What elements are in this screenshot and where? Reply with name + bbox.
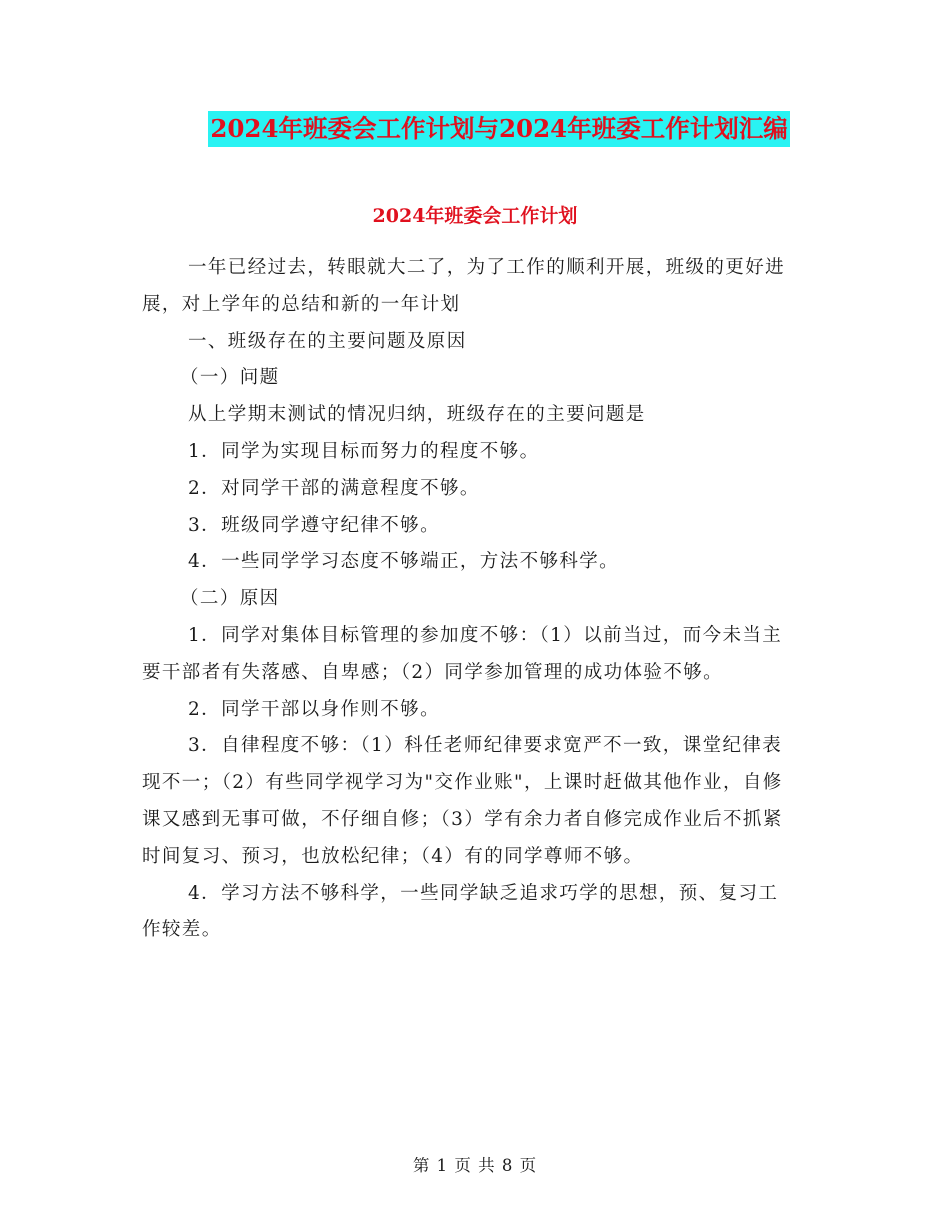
document-body <box>142 250 798 949</box>
problem-item-3: 3．班级同学遵守纪律不够。 <box>188 514 440 536</box>
cause-item-1: 1．同学对集体目标管理的参加度不够：（1）以前当过，而今未当主要干部者有失落感、自卑感；（2）同学参加管理的成功体验不够。 <box>142 624 783 683</box>
problem-item-2: 2．对同学干部的满意程度不够。 <box>188 477 480 499</box>
heading-section-one: 一、班级存在的主要问题及原因 <box>188 330 467 352</box>
problem-item-1: 1．同学为实现目标而努力的程度不够。 <box>188 440 540 462</box>
section-title: 2024年班委会工作计划 <box>372 205 578 227</box>
cause-item-4: 4．学习方法不够科学，一些同学缺乏追求巧学的思想，预、复习工作较差。 <box>142 882 779 941</box>
problem-item-4: 4．一些同学学习态度不够端正，方法不够科学。 <box>188 551 620 573</box>
paragraph-intro: 一年已经过去，转眼就大二了，为了工作的顺利开展，班级的更好进展，对上学年的总结和新的一年计划 <box>142 257 786 315</box>
page-number-footer: 第 1 页 共 8 页 <box>412 1156 538 1175</box>
cause-item-2: 2．同学干部以身作则不够。 <box>188 698 440 720</box>
heading-problems: （一）问题 <box>180 367 280 389</box>
cause-item-3: 3．自律程度不够：（1）科任老师纪律要求宽严不一致，课堂纪律表现不一；（2）有些同学视学习为"交作业账"，上课时赶做其他作业，自修课又感到无事可做，不仔细自修；（3）学有余力者自修完成作业后不抓紧时间复习、预习，也放松纪律；（4）有的同学尊师不够。 <box>142 735 783 867</box>
heading-causes: （二）原因 <box>180 588 280 610</box>
main-title-container <box>0 111 950 147</box>
document-main-title: 2024年班委会工作计划与2024年班委工作计划汇编 <box>208 111 789 147</box>
paragraph-summary: 从上学期末测试的情况归纳，班级存在的主要问题是 <box>188 404 646 426</box>
